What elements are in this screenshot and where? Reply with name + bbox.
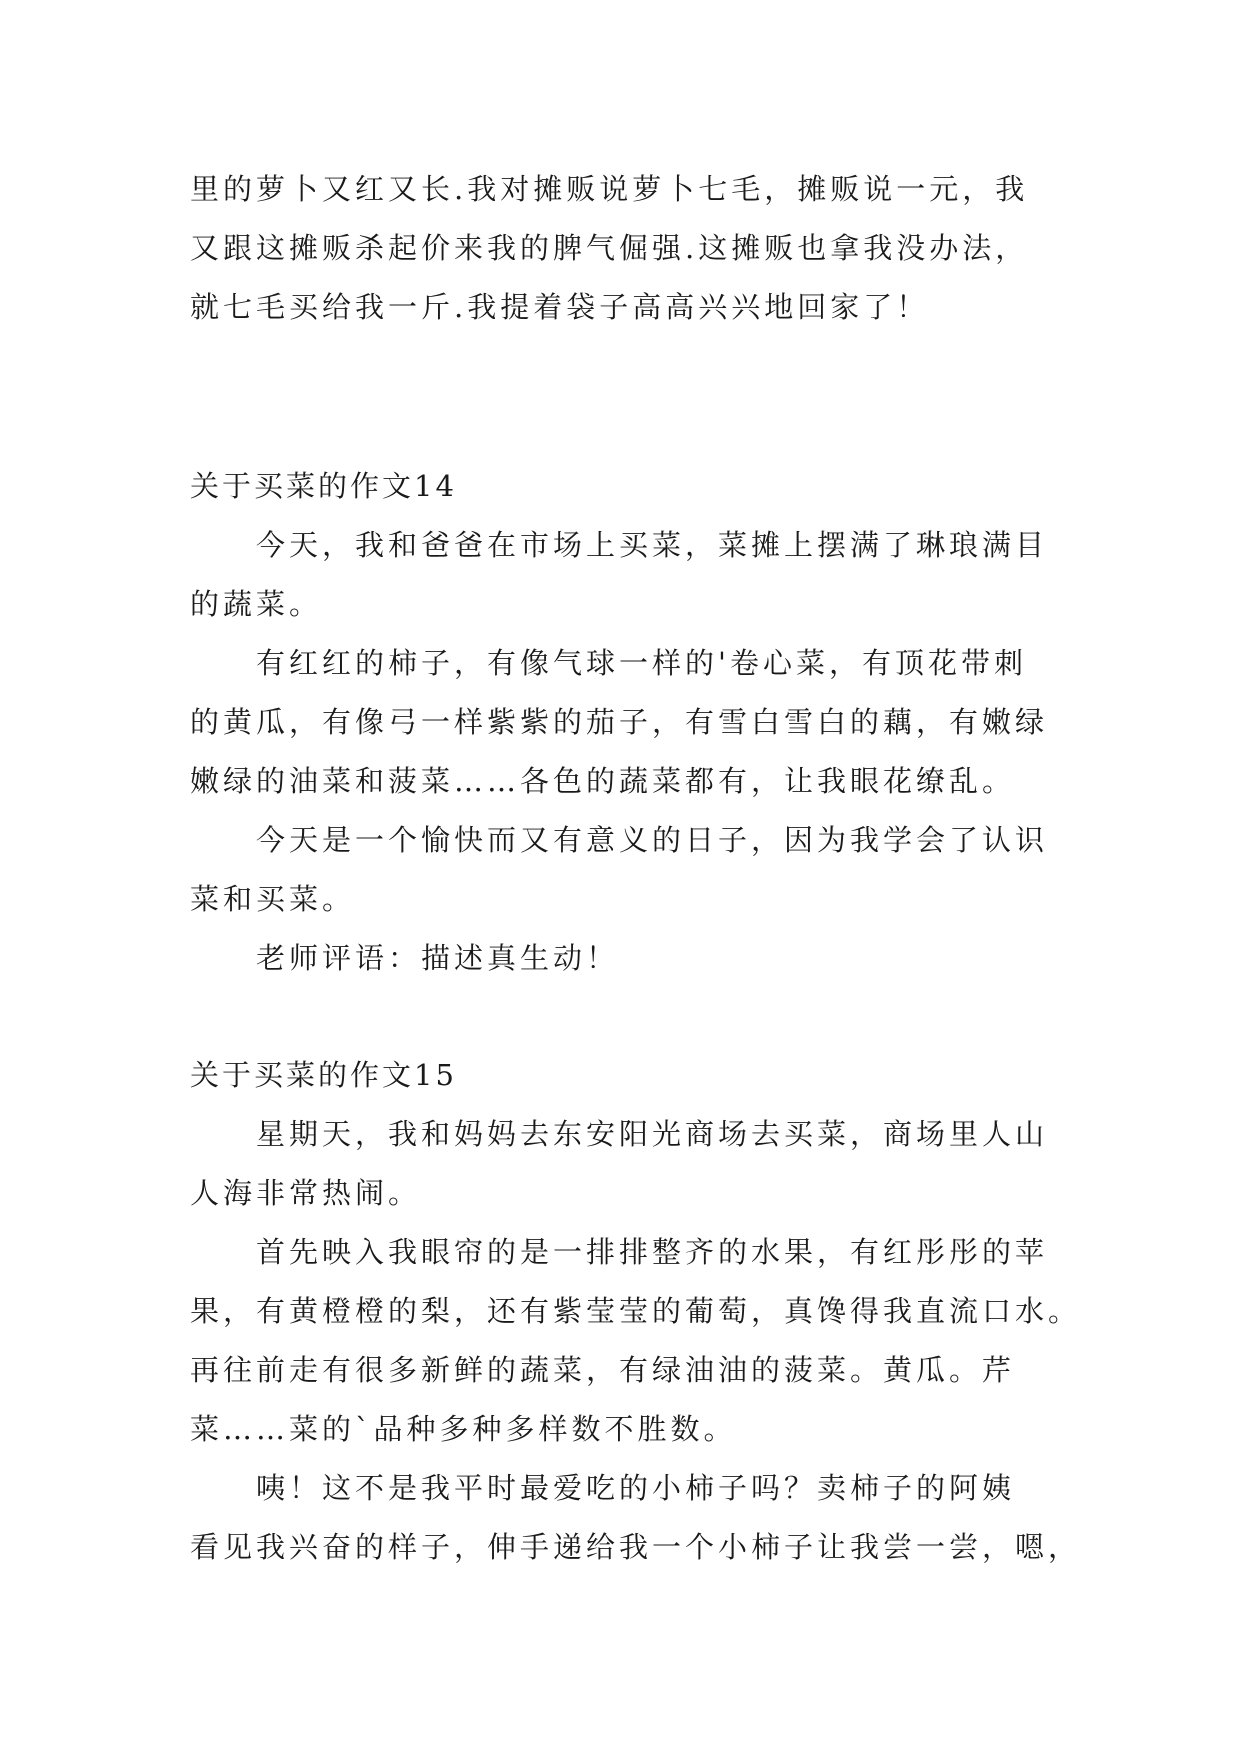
text-line: 看见我兴奋的样子，伸手递给我一个小柿子让我尝一尝，嗯， — [190, 1530, 1082, 1564]
text-line: 星期天，我和妈妈去东安阳光商场去买菜，商场里人山 — [256, 1117, 1049, 1151]
continued-paragraph — [190, 160, 1050, 337]
section-spacer — [190, 337, 1050, 457]
text-line: 嫩绿的油菜和菠菜……各色的蔬菜都有，让我眼花缭乱。 — [190, 764, 1016, 798]
text-line: 菜和买菜。 — [190, 882, 356, 916]
essay-section-14 — [190, 457, 1050, 988]
section-title: 关于买菜的作文15 — [190, 1058, 457, 1092]
paragraph — [190, 634, 1050, 811]
text-line: 咦！这不是我平时最爱吃的小柿子吗？卖柿子的阿姨 — [256, 1471, 1016, 1505]
teacher-comment: 老师评语：描述真生动！ — [256, 941, 620, 975]
document-body — [190, 160, 1082, 1577]
text-line: 今天是一个愉快而又有意义的日子，因为我学会了认识 — [256, 823, 1049, 857]
text-line: 今天，我和爸爸在市场上买菜，菜摊上摆满了琳琅满目 — [256, 528, 1049, 562]
text-line: 里的萝卜又红又长.我对摊贩说萝卜七毛，摊贩说一元，我 — [190, 172, 1029, 206]
paragraph — [190, 811, 1050, 929]
text-line: 又跟这摊贩杀起价来我的脾气倔强.这摊贩也拿我没办法， — [190, 231, 1029, 265]
text-line: 有红红的柿子，有像气球一样的'卷心菜，有顶花带刺 — [256, 646, 1027, 680]
paragraph — [190, 929, 1050, 988]
paragraph — [190, 1459, 1082, 1577]
text-line: 人海非常热闹。 — [190, 1176, 422, 1210]
text-line: 首先映入我眼帘的是一排排整齐的水果，有红彤彤的苹 — [256, 1235, 1049, 1269]
section-spacer — [190, 988, 1050, 1046]
paragraph — [190, 516, 1050, 634]
text-line: 菜……菜的`品种多种多样数不胜数。 — [190, 1412, 737, 1446]
paragraph — [190, 1105, 1050, 1223]
text-line: 的蔬菜。 — [190, 587, 323, 621]
text-line: 再往前走有很多新鲜的蔬菜，有绿油油的菠菜。黄瓜。芹 — [190, 1353, 1016, 1387]
text-line: 就七毛买给我一斤.我提着袋子高高兴兴地回家了！ — [190, 290, 930, 324]
text-line: 果，有黄橙橙的梨，还有紫莹莹的葡萄，真馋得我直流口水。 — [190, 1294, 1082, 1328]
essay-section-15 — [190, 1046, 1082, 1577]
section-title: 关于买菜的作文14 — [190, 469, 457, 503]
text-line: 的黄瓜，有像弓一样紫紫的茄子，有雪白雪白的藕，有嫩绿 — [190, 705, 1049, 739]
paragraph — [190, 1223, 1082, 1459]
